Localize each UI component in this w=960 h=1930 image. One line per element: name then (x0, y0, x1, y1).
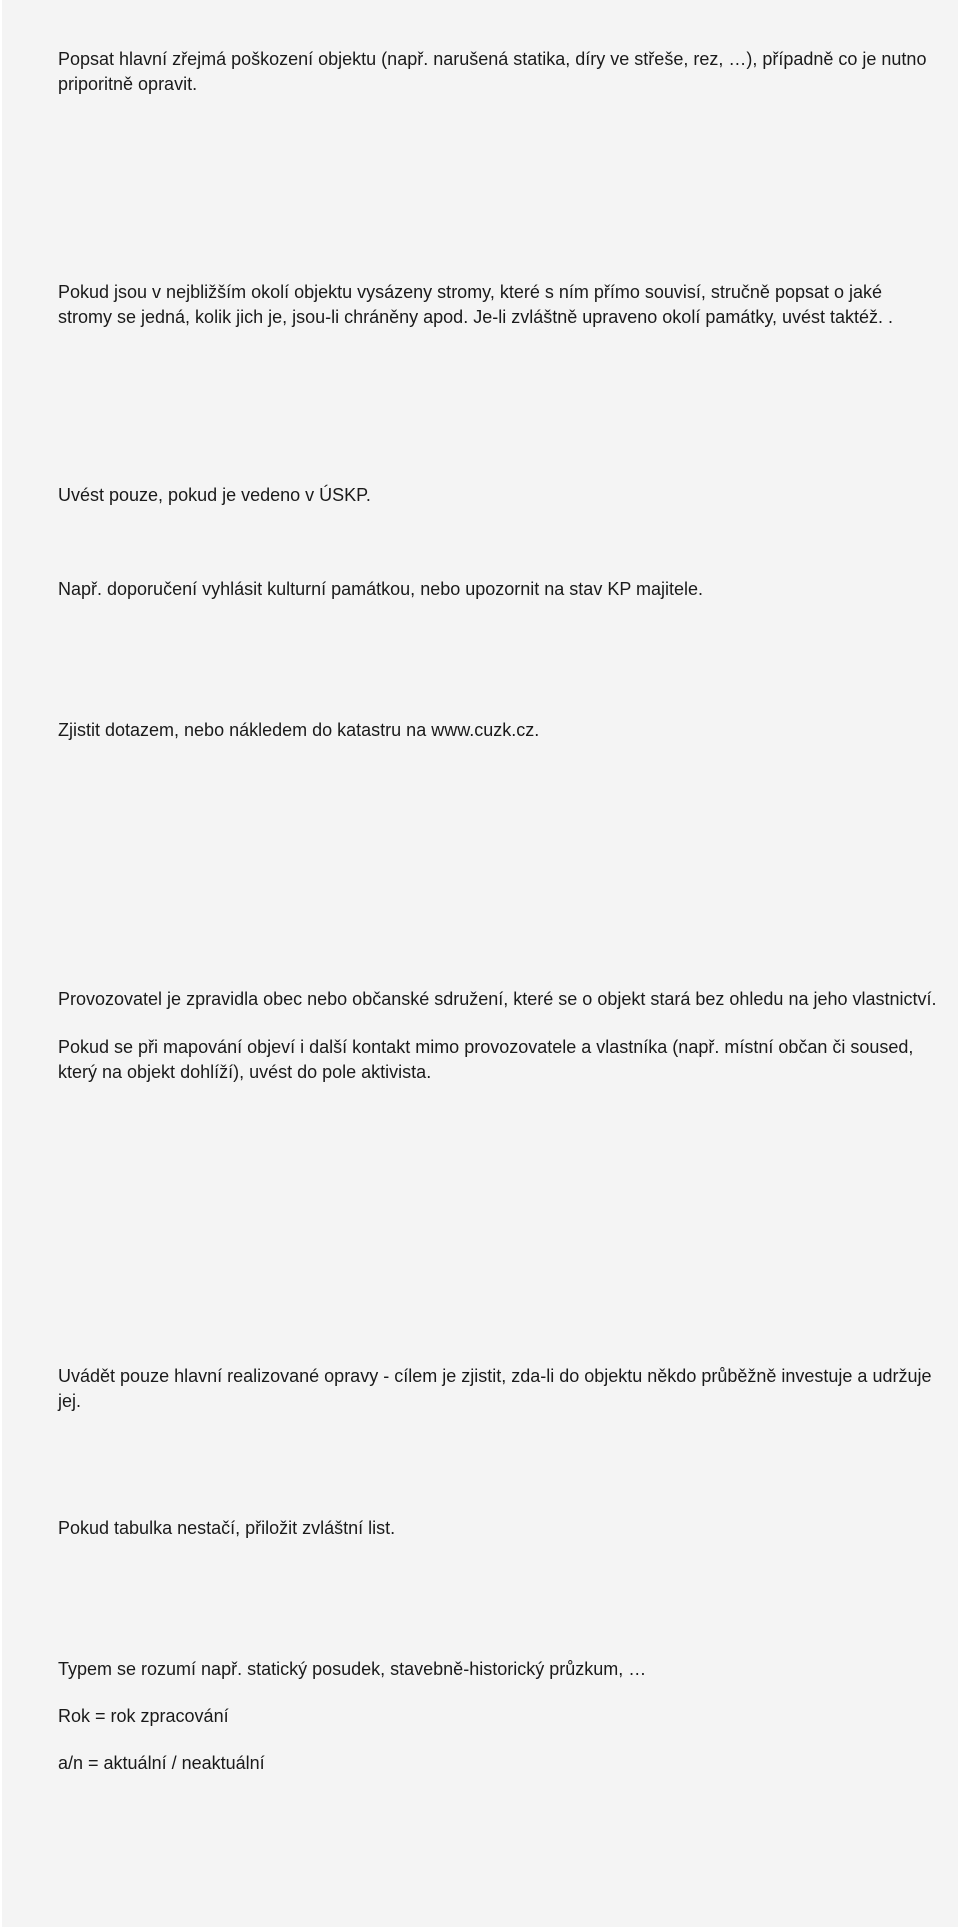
note-table: Pokud tabulka nestačí, přiložit zvláštní list. (58, 1518, 396, 1538)
note-damage: Popsat hlavní zřejmá poškození objektu (např. narušená statika, díry ve střeše, rez, …), případně co je nutno priporitně opravit. (58, 49, 927, 94)
note-operator: Provozovatel je zpravidla obec nebo občanské sdružení, které se o objekt stará bez ohledu na jeho vlastnictví. (58, 989, 937, 1009)
note-trees: Pokud jsou v nejbližším okolí objektu vysázeny stromy, které s ním přímo souvisí, stručně popsat o jaké stromy se jedná, kolik jich je, jsou-li chráněny apod. Je-li zvláštně upraveno okolí památky, uvést taktéž. . (58, 282, 894, 327)
note-repairs: Uvádět pouze hlavní realizované opravy - cílem je zjistit, zda-li do objektu někdo průběžně investuje a udržuje jej. (58, 1366, 932, 1411)
document-page (2, 0, 958, 1927)
note-recommendation: Např. doporučení vyhlásit kulturní památkou, nebo upozornit na stav KP majitele. (58, 579, 704, 599)
note-operator-contact: Pokud se při mapování objeví i další kontakt mimo provozovatele a vlastníka (např. místní občan či soused, který na objekt dohlíží), uvést do pole aktivista. (58, 1037, 914, 1082)
note-doc-type: Typem se rozumí např. statický posudek, stavebně-historický průzkum, … (58, 1659, 647, 1679)
note-uskp: Uvést pouze, pokud je vedeno v ÚSKP. (58, 485, 371, 505)
note-doc-year: Rok = rok zpracování (58, 1706, 229, 1726)
note-cadastre: Zjistit dotazem, nebo nákledem do katastru na www.cuzk.cz. (58, 720, 540, 740)
note-doc-status: a/n = aktuální / neaktuální (58, 1753, 265, 1773)
